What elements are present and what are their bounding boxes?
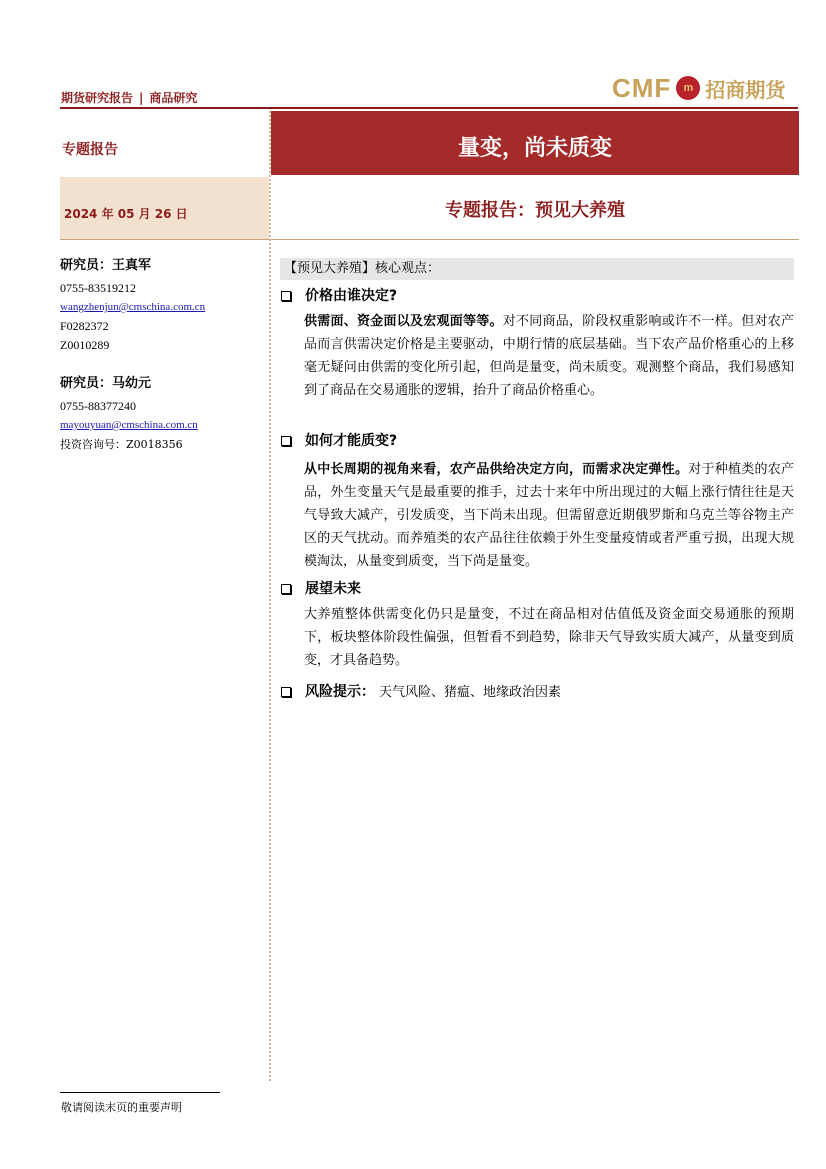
category-label: 期货研究报告 xyxy=(61,91,134,105)
checkbox-bullet-icon xyxy=(281,584,291,594)
section-paragraph xyxy=(304,603,794,672)
logo-latin: CMF xyxy=(612,72,672,103)
logo-chinese: 招商期货 xyxy=(705,77,786,102)
section-lead: 从中长周期的视角来看，农产品供给决定方向，而需求决定弹性。 xyxy=(304,462,689,477)
key-views-heading: 【预见大养殖】核心观点： xyxy=(280,258,794,280)
report-type: 专题报告 xyxy=(62,142,118,158)
analyst-phone: 0755-88377240 xyxy=(60,399,136,413)
analyst-id: F0282372 xyxy=(60,319,109,333)
section-paragraph xyxy=(304,458,794,573)
report-date: 2024 年 05 月 26 日 xyxy=(64,207,188,221)
analyst-id: 投资咨询号：Z0018356 xyxy=(60,438,183,451)
date-cell xyxy=(60,177,269,239)
section-body: 对不同商品，阶段权重影响或许不一样。但对农产品而言供需决定价格是主要驱动，中期行情的底层基础。当下农产品价格重心的上移毫无疑问由供需的变化所引起，但尚是量变，尚未质变。观测整个商品，我们易感知到了商品在交易通胀的逻辑，抬升了商品价格重心。 xyxy=(304,314,794,398)
analyst-id: Z0010289 xyxy=(60,338,110,352)
column-divider xyxy=(269,111,271,1081)
footer-rule xyxy=(60,1092,220,1093)
analyst-name: 研究员：王真军 xyxy=(60,258,152,273)
analyst-email[interactable]: wangzhenjun@cmschina.com.cn xyxy=(60,301,206,313)
headline-cell xyxy=(271,111,799,175)
report-headline: 量变，尚未质变 xyxy=(457,136,612,161)
section-title: 展望未来 xyxy=(305,581,361,597)
banner-bottom-rule-left xyxy=(60,239,269,240)
section-body: 对于种植类的农产品，外生变量天气是最重要的推手，过去十来年中所出现过的大幅上涨行情往往是天气导致大减产，引发质变，当下尚未出现。但需留意近期俄罗斯和乌克兰等谷物主产区的天气扰动。而养殖类的农产品往往依赖于外生变量疫情或者严重亏损，出现大规模淘汰，从量变到质变，当下尚是量变。 xyxy=(304,462,794,569)
risk-text: 天气风险、猪瘟、地缘政治因素 xyxy=(379,685,562,700)
banner-bottom-rule xyxy=(271,239,799,240)
analyst-email[interactable]: mayouyuan@cmschina.com.cn xyxy=(60,419,198,431)
section-paragraph xyxy=(304,310,794,402)
section-title: 价格由谁决定? xyxy=(305,288,398,304)
footer-disclaimer: 敬请阅读末页的重要声明 xyxy=(61,1101,182,1114)
checkbox-bullet-icon xyxy=(281,436,291,446)
analyst-name: 研究员：马幼元 xyxy=(60,376,152,391)
analyst-card xyxy=(60,374,265,454)
category-separator: | xyxy=(139,91,144,105)
risk-line xyxy=(305,681,561,701)
title-cell xyxy=(271,177,799,239)
section-body: 大养殖整体供需变化仍只是量变，不过在商品相对估值低及资金面交易通胀的预期下，板块整体阶段性偏强，但暂看不到趋势，除非天气导致实质大减产，从量变到质变，才具备趋势。 xyxy=(304,607,794,668)
checkbox-bullet-icon xyxy=(281,291,291,301)
section-title: 如何才能质变? xyxy=(305,433,398,449)
logo-emblem-icon: m xyxy=(676,76,700,100)
header-divider xyxy=(60,107,798,109)
risk-label: 风险提示： xyxy=(305,684,375,700)
report-category xyxy=(61,89,197,106)
subcategory-label: 商品研究 xyxy=(149,91,198,105)
section-lead: 供需面、资金面以及宏观面等等。 xyxy=(304,314,503,329)
report-title: 专题报告：预见大养殖 xyxy=(445,200,625,221)
checkbox-bullet-icon xyxy=(281,687,291,697)
company-logo xyxy=(612,72,785,104)
report-type-cell xyxy=(60,111,269,175)
analyst-phone: 0755-83519212 xyxy=(60,281,136,295)
analyst-card xyxy=(60,256,265,355)
